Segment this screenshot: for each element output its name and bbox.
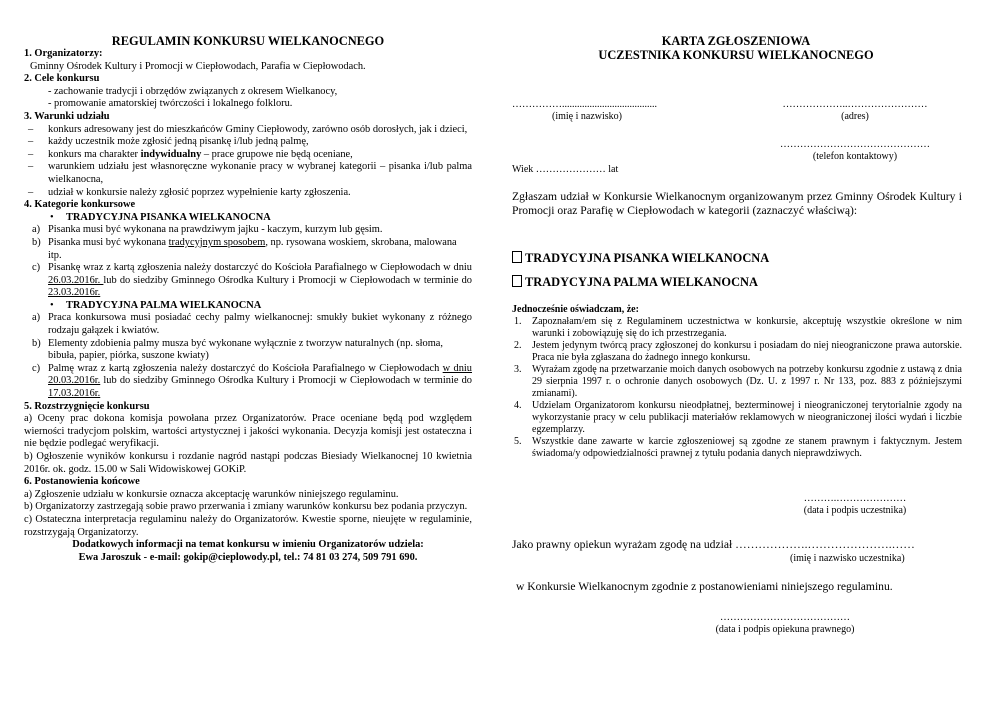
name-field[interactable] [512,99,702,123]
final-b: b) Organizatorzy zastrzegają sobie prawo przerwania i zmiany warunków konkursu bez podania przyczyn. [24,501,468,513]
guardian-signature-label: (data i podpis opiekuna prawnego) [715,624,855,635]
final-c: c) Ostateczna interpretacja regulaminu należy do Organizatorów. Kwestie sporne, nieujęte w regulaminie, rozstrzygają Organizatorzy. [24,513,472,538]
rule-text: Elementy zdobienia palmy musza być wykonane wyłącznie z tworzyw naturalnych (np. słoma, bibuła, papier, piórka, suszone kwiaty) [48,337,444,362]
final-a: a) Zgłoszenie udziału w konkursie oznacza akceptację warunków niniejszego regulaminu. [24,488,399,500]
declaration-marker: 3. [514,364,522,375]
section-goals-heading: 2. Cele konkursu [24,73,100,85]
checkbox-palm[interactable] [512,275,522,287]
address-label: (adres) [841,111,869,122]
rule-item [24,224,472,237]
form-subtitle: UCZESTNIKA KONKURSU WIELKANOCNEGO [598,48,874,62]
condition-item: – udział w konkursie należy zgłosić poprzez wypełnienie karty zgłoszenia. [24,187,472,200]
guardian-signature-dots: ………………………………… [720,612,850,623]
phone-label: (telefon kontaktowy) [812,151,898,162]
category-option-egg-label: TRADYCYJNA PISANKA WIELKANOCNA [525,251,770,265]
rule-text: Praca konkursowa musi posiadać cechy palmy wielkanocnej: smukły bukiet wykonany z różnego rodzaju gałązek i kwiatów. [48,312,472,337]
declarations [512,304,962,460]
declaration-marker: 1. [514,316,522,327]
rule-marker: a) [32,224,41,236]
rule-marker: a) [32,312,41,324]
section-resolution-heading: 5. Rozstrzygnięcie konkursu [24,400,150,412]
rule-date: 17.03.2016r. [48,388,101,400]
condition-item: – konkurs adresowany jest do mieszkańców Gminy Ciepłowody, zarówno osób dorosłych, jak i dzieci, [24,124,472,137]
phone-field[interactable] [760,139,950,163]
address-dots: ………………..…………………… [782,99,928,110]
condition-item: – każdy uczestnik może zgłosić jedną pisankę i/lub jedną palmę, [24,136,472,149]
declaration-marker: 5. [514,436,522,447]
category-option-palm[interactable] [512,275,758,290]
goal-item: - zachowanie tradycji i obrzędów związanych z okresem Wielkanocy, [48,85,338,97]
guardian-consent-continued: w Konkursie Wielkanocnym zgodnie z postanowieniami niniejszego regulaminu. [516,580,893,593]
regulations-title: REGULAMIN KONKURSU WIELKANOCNEGO [111,34,385,48]
rule-item [24,262,472,300]
declaration-text: Wyrażam zgodę na przetwarzanie moich danych osobowych na potrzeby konkursu zgodnie z ustawą z dnia 29 sierpnia 1997 r. o ochronie danych osobowych (Dz. U. z 1997 r. Nr 133, poz. 883 z późniejszymi zmianami). [532,364,962,399]
declaration-item [512,400,962,436]
section-categories-heading: 4. Kategorie konkursowe [24,199,136,211]
category-option-palm-label: TRADYCYJNA PALMA WIELKANOCNA [525,275,758,289]
resolution-a: a) Oceny prac dokona komisja powołana przez Organizatorów. Prace oceniane będą pod względem wierności tradycjom polskim, wartości artystycznej i jakości wykonania. Decyzja komisji jest ostateczna i nie będzie podlegać weryfikacji. [24,413,472,450]
guardian-signature-field[interactable] [690,612,880,636]
section-organizers-heading: 1. Organizatorzy: [24,48,103,59]
rule-marker: c) [32,362,41,374]
rule-date: 23.03.2016r. [48,287,101,299]
application-form-column [510,34,962,62]
contact-details: Ewa Jaroszuk - e-mail: gokip@cieplowody.pl, tel.: 74 81 03 274, 509 791 690. [78,551,418,563]
guardian-consent[interactable]: Jako prawny opiekun wyrażam zgodę na udział ……………….………………….…… [512,538,915,551]
section-conditions-heading: 3. Warunki udziału [24,110,110,122]
rule-item [24,237,472,262]
name-label: (imię i nazwisko) [552,111,622,122]
age-field[interactable]: Wiek ………………… lat [512,164,619,175]
resolution-b: b) Ogłoszenie wyników konkursu i rozdanie nagród nastąpi podczas Biesiady Wielkanocnej 10 kwietnia 2016r. ok. godz. 15.00 w Sali Widowiskowej GOKiP. [24,451,472,475]
declaration-item [512,340,962,364]
checkbox-egg[interactable] [512,251,522,263]
participant-signature-label: (data i podpis uczestnika) [803,505,907,516]
rule-text: lub do siedziby Gminnego Ośrodka Kultury i Promocji w Ciepłowodach w terminie do [100,375,472,387]
rule-item [24,312,472,337]
goal-item: - promowanie amatorskiej twórczości i lokalnego folkloru. [48,98,293,110]
declaration-text: Udzielam Organizatorom konkursu nieodpłatnej, bezterminowej i nieograniczonej terytorialnie zgody na wykorzystanie pracy w celu publikacji materiałów reklamowych w nieograniczonej ilości wydań i liczbie egzemplarzy. [532,400,962,435]
conditions-list [24,124,472,200]
participant-signature-dots: ……….………………… [803,493,907,504]
condition-item: – warunkiem udziału jest własnoręczne wykonanie pracy w wybranej kategorii – pisanka i/lub palma wielkanocna, [24,161,472,186]
rule-marker: b) [32,236,41,248]
declaration-marker: 2. [514,340,522,351]
rule-text: Pisanka musi być wykonana na prawdziwym jajku - kaczym, kurzym lub gęsim. [48,224,383,236]
rule-text: lub do siedziby Gminnego Ośrodka Kultury i Promocji w Ciepłowodach w terminie do [103,274,472,286]
name-dots: ……………...................................... [512,99,657,110]
condition-emphasis: indywidualny [140,148,202,160]
condition-text: – prace grupowe nie będą oceniane, [201,148,353,160]
rule-item [24,363,472,401]
regulations-column [24,34,472,564]
declaration-item [512,436,962,460]
category-easter-palm: • TRADYCYJNA PALMA WIELKANOCNA [24,300,472,313]
condition-item [24,149,472,162]
rule-text: Palmę wraz z kartą zgłoszenia należy dostarczyć do Kościoła Parafialnego w Ciepłowodach [48,362,443,374]
rule-marker: b) [32,337,41,349]
category-easter-egg: • TRADYCYJNA PISANKA WIELKANOCNA [24,212,472,225]
declaration-text: Jestem jedynym twórcą pracy zgłoszonej do konkursu i posiadam do niej nieograniczone prawa autorskie. Praca nie była zgłaszana do żadnego innego konkursu. [532,340,962,363]
rule-marker: c) [32,262,41,274]
rule-item [24,338,472,363]
rule-text: Pisankę wraz z kartą zgłoszenia należy dostarczyć do Kościoła Parafialnego w Ciepłowodach w dniu [48,262,472,274]
easter-palm-rules [24,312,472,400]
rule-underlined: tradycyjnym sposobem [168,236,266,248]
guardian-consent-label: (imię i nazwisko uczestnika) [790,553,905,564]
category-option-egg[interactable] [512,251,769,266]
rule-text: Pisanka musi być wykonana [48,236,169,248]
phone-dots: ……………………………………… [780,139,930,150]
form-title: KARTA ZGŁOSZENIOWA [661,34,811,48]
declaration-marker: 4. [514,400,522,411]
intro-text: Zgłaszam udział w Konkursie Wielkanocnym organizowanym przez Gminny Ośrodek Kultury i Promocji oraz Parafię w Ciepłowodach w kategorii (zaznaczyć właściwą): [512,190,962,217]
organizers-text: Gminny Ośrodek Kultury i Promocji w Ciepłowodach, Parafia w Ciepłowodach. [30,60,366,72]
declaration-item [512,364,962,400]
easter-egg-rules [24,224,472,300]
declarations-heading: Jednocześnie oświadczam, że: [512,304,639,315]
contact-info: Dodatkowych informacji na temat konkursu w imieniu Organizatorów udziela: [72,539,424,551]
condition-text: konkurs ma charakter [48,148,141,160]
address-field[interactable] [760,99,950,123]
section-final-heading: 6. Postanowienia końcowe [24,476,140,488]
declaration-text: Wszystkie dane zawarte w karcie zgłoszeniowej są zgodne ze stanem prawnym i faktycznym. Jestem świadoma/y odpowiedzialności prawnej z tytułu podania danych nieprawdziwych. [532,436,962,459]
declarations-list [512,316,962,460]
participant-signature-field[interactable] [770,493,940,517]
declaration-item [512,316,962,340]
rule-date: w dniu 20.03.2016r. [48,362,472,387]
rule-text: , np. rysowana woskiem, skrobana, malowana itp. [48,236,457,261]
rule-date: 26.03.2016r. [48,274,104,286]
declaration-text: Zapoznałam/em się z Regulaminem uczestnictwa w konkursie, akceptuję wszystkie określone w nim warunki i zobowiązuję się do ich przestrzegania. [532,316,962,339]
